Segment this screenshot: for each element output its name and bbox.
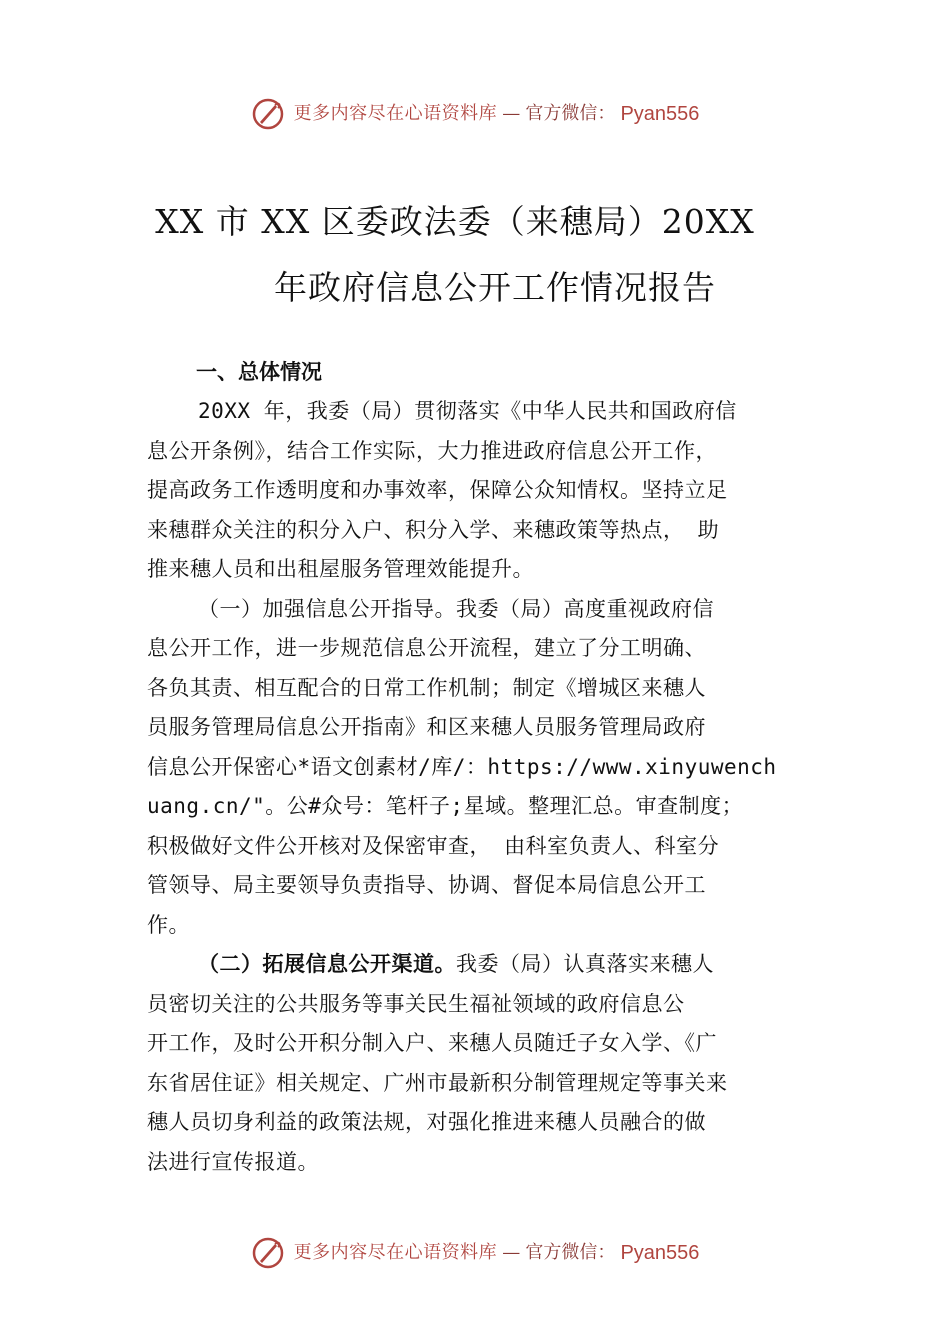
paragraph-line: 20XX 年，我委（局）贯彻落实《中华人民共和国政府信 xyxy=(198,399,737,423)
quill-logo-icon xyxy=(251,97,285,131)
paragraph-line: 息公开条例》，结合工作实际，大力推进政府信息公开工作， xyxy=(147,438,717,463)
paragraph-line: 法进行宣传报道。 xyxy=(147,1149,319,1174)
watermark-id: Pyan556 xyxy=(620,102,700,125)
paragraph-line: uang.cn/"。公#众号：笔杆子;星域。整理汇总。审查制度； xyxy=(147,794,744,818)
watermark-top xyxy=(0,96,950,130)
watermark-bottom xyxy=(0,1235,950,1269)
paragraph-line: 作。 xyxy=(147,912,190,937)
paragraph-line: 东省居住证》相关规定、广州市最新积分制管理规定等事关来 xyxy=(147,1070,728,1095)
paragraph-line: 管领导、局主要领导负责指导、协调、督促本局信息公开工 xyxy=(147,873,706,897)
paragraph-line: 积极做好文件公开核对及保密审查， 由科室负责人、科室分 xyxy=(147,833,720,858)
paragraph-line: （一）加强信息公开指导。我委（局）高度重视政府信 xyxy=(198,596,714,621)
paragraph-text: 我委（局）认真落实来穗人 xyxy=(456,952,714,976)
section-heading: 一、总体情况 xyxy=(196,360,322,384)
paragraph-line: 来穗群众关注的积分入户、积分入学、来穗政策等热点， 助 xyxy=(147,517,720,542)
paragraph-line: 员密切关注的公共服务等事关民生福祉领域的政府信息公 xyxy=(147,991,685,1016)
paragraph-line: 息公开工作，进一步规范信息公开流程，建立了分工明确、 xyxy=(147,636,706,660)
watermark-dash: — xyxy=(502,102,521,124)
watermark-dash: — xyxy=(502,1241,521,1263)
paragraph-line: 开工作，及时公开积分制入户、来穗人员随迁子女入学、《广 xyxy=(147,1031,717,1055)
quill-logo-icon xyxy=(251,1236,285,1270)
document-title-line2: 年政府信息公开工作情况报告 xyxy=(274,268,716,307)
paragraph-line: 信息公开保密心*语文创素材/库/：https://www.xinyuwench xyxy=(147,754,777,779)
paragraph-line: 穗人员切身利益的政策法规，对强化推进来穗人员融合的做 xyxy=(147,1110,706,1134)
paragraph-line xyxy=(147,945,827,985)
subheading-bold: （二）拓展信息公开渠道。 xyxy=(198,952,456,976)
watermark-label: 官方微信： xyxy=(525,1241,616,1263)
document-body xyxy=(147,392,827,1182)
paragraph-line: 各负其责、相互配合的日常工作机制；制定《增城区来穗人 xyxy=(147,675,706,700)
paragraph-line: 提高政务工作透明度和办事效率，保障公众知情权。坚持立足 xyxy=(147,478,728,502)
document-title-line1: XX 市 XX 区委政法委（来穗局）20XX xyxy=(155,202,755,241)
watermark-label: 官方微信： xyxy=(525,102,616,124)
paragraph-line: 推来穗人员和出租屋服务管理效能提升。 xyxy=(147,557,534,581)
watermark-id: Pyan556 xyxy=(620,1241,700,1264)
watermark-text: 更多内容尽在心语资料库 xyxy=(293,1241,498,1263)
paragraph-line: 员服务管理局信息公开指南》和区来穗人员服务管理局政府 xyxy=(147,715,706,739)
watermark-text: 更多内容尽在心语资料库 xyxy=(293,102,498,124)
